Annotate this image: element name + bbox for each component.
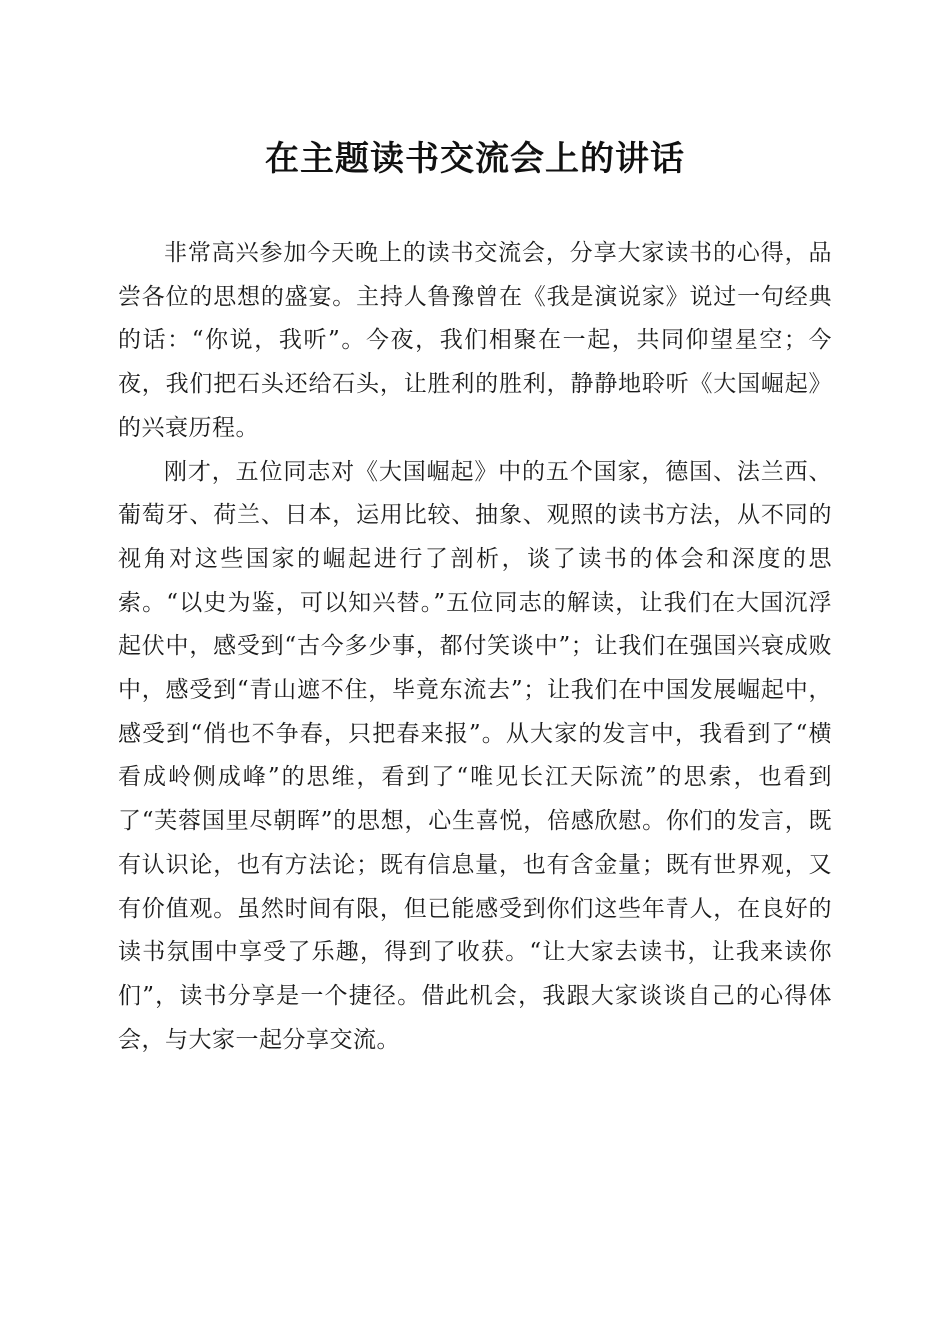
paragraph-opening: 非常高兴参加今天晚上的读书交流会，分享大家读书的心得，品尝各位的思想的盛宴。主持人鲁豫曾在《我是演说家》说过一句经典的话：“你说，我听”。今夜，我们相聚在一起，共同仰望星空；今夜，我们把石头还给石头，让胜利的胜利，静静地聆听《大国崛起》的兴衰历程。 (118, 240, 832, 441)
document-title: 在主题读书交流会上的讲话 (265, 139, 685, 179)
document-body (118, 232, 832, 1062)
paragraph-review: 刚才，五位同志对《大国崛起》中的五个国家，德国、法兰西、葡萄牙、荷兰、日本，运用比较、抽象、观照的读书方法，从不同的视角对这些国家的崛起进行了剖析，谈了读书的体会和深度的思索。“以史为鉴，可以知兴替。”五位同志的解读，让我们在大国沉浮起伏中，感受到“古今多少事，都付笑谈中”；让我们在强国兴衰成败中，感受到“青山遮不住，毕竟东流去”；让我们在中国发展崛起中，感受到“俏也不争春，只把春来报”。从大家的发言中，我看到了“横看成岭侧成峰”的思维，看到了“唯见长江天际流”的思索，也看到了“芙蓉国里尽朝晖”的思想，心生喜悦，倍感欣慰。你们的发言，既有认识论，也有方法论；既有信息量，也有含金量；既有世界观，又有价值观。虽然时间有限，但已能感受到你们这些年青人，在良好的读书氛围中享受了乐趣，得到了收获。“让大家去读书，让我来读你们”，读书分享是一个捷径。借此机会，我跟大家谈谈自己的心得体会，与大家一起分享交流。 (118, 458, 832, 1053)
